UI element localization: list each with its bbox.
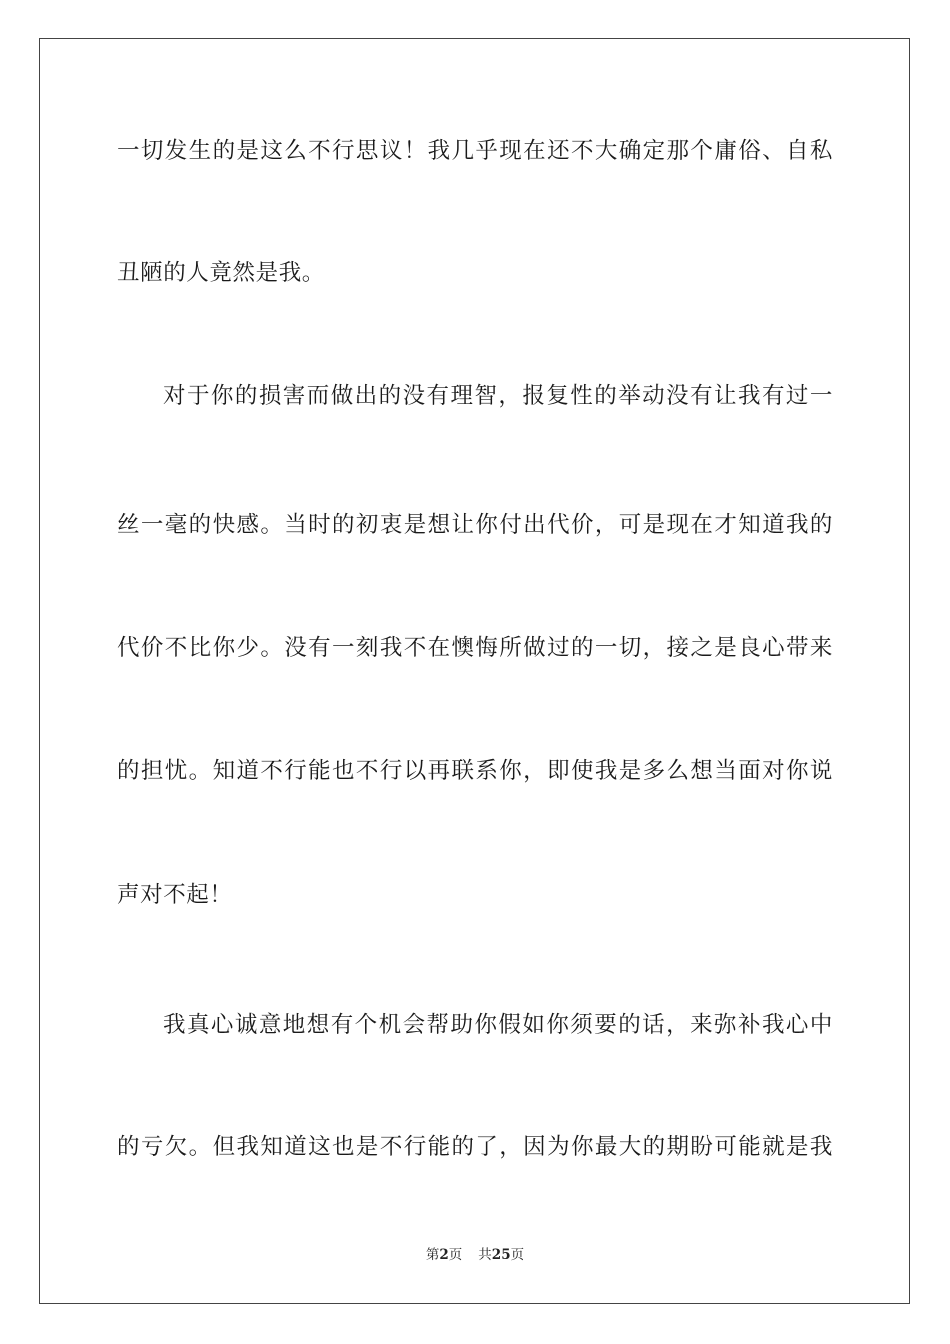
footer-page-suffix: 页 [448,1247,463,1263]
body-line-1: 一切发生的是这么不行思议！我几乎现在还不大确定那个庸俗、自私 [117,138,833,164]
body-line-4: 丝一毫的快感。当时的初衷是想让你付出代价，可是现在才知道我的 [117,512,833,538]
footer-total-prefix: 共 [478,1247,492,1263]
page-border [39,38,910,1304]
footer-page-number: 2 [439,1247,449,1263]
body-line-5: 代价不比你少。没有一刻我不在懊悔所做过的一切，接之是良心带来 [117,635,833,661]
body-line-7: 声对不起！ [117,882,233,908]
body-line-9: 的亏欠。但我知道这也是不行能的了，因为你最大的期盼可能就是我 [117,1134,833,1160]
footer-total-pages: 25 [491,1247,511,1263]
body-line-6: 的担忧。知道不行能也不行以再联系你，即使我是多么想当面对你说 [117,758,833,784]
body-line-2: 丑陋的人竟然是我。 [117,260,325,286]
footer-total-suffix: 页 [510,1247,525,1263]
footer-page-prefix: 第 [425,1247,440,1263]
page-footer [0,1246,950,1264]
body-line-3: 对于你的损害而做出的没有理智，报复性的举动没有让我有过一 [163,383,833,409]
body-line-8: 我真心诚意地想有个机会帮助你假如你须要的话，来弥补我心中 [163,1012,833,1038]
